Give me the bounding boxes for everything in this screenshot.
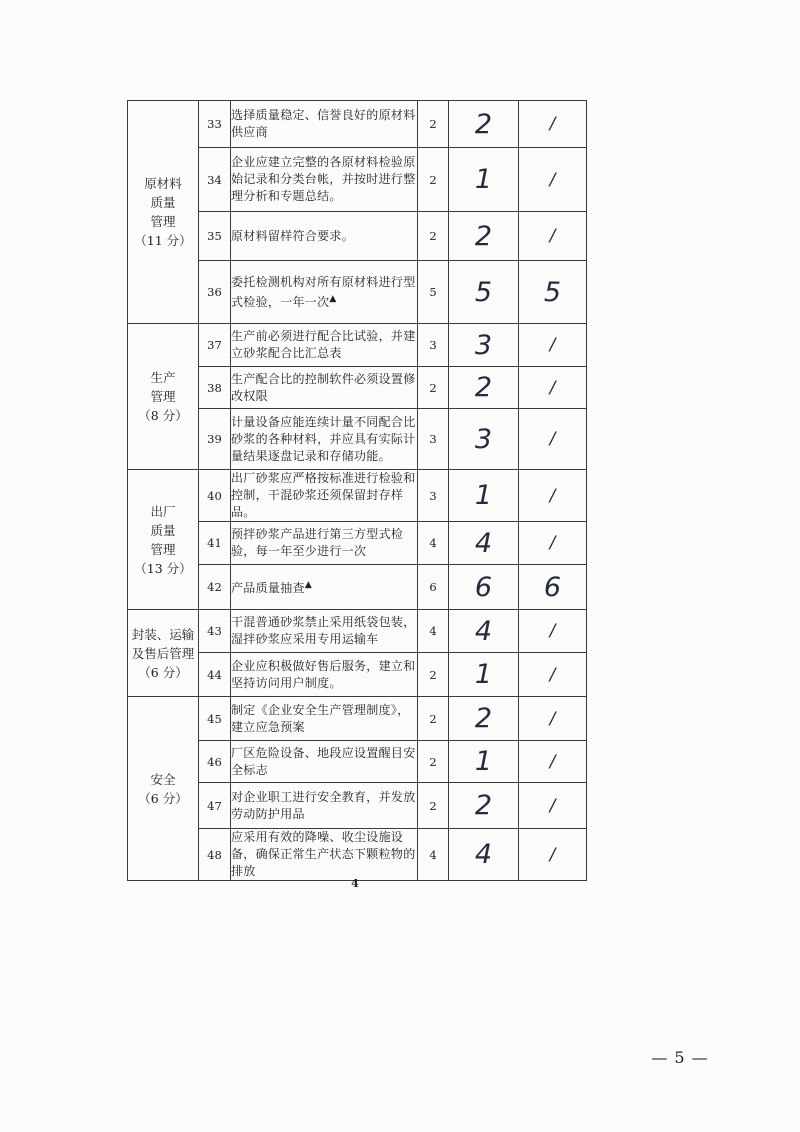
handwritten-score: 2 [449, 783, 519, 829]
item-text: 选择质量稳定、信誉良好的原材料供应商 [231, 101, 418, 148]
item-text: 产品质量抽查▲ [231, 565, 418, 610]
handwritten-mark: / [519, 783, 587, 829]
item-text: 企业应积极做好售后服务，建立和坚持访问用户制度。 [231, 653, 418, 697]
table-row [128, 610, 587, 653]
item-number: 46 [199, 741, 231, 783]
handwritten-score: 2 [449, 212, 519, 261]
item-text: 干混普通砂浆禁止采用纸袋包装，湿拌砂浆应采用专用运输车 [231, 610, 418, 653]
table-row [128, 697, 587, 741]
standard-score: 2 [418, 367, 449, 409]
standard-score: 3 [418, 409, 449, 470]
handwritten-mark: / [519, 470, 587, 522]
item-text: 企业应建立完整的各原材料检验原始记录和分类台帐，并按时进行整理分析和专题总结。 [231, 148, 418, 212]
category-materials: 原材料 质量 管理 （11 分） [128, 101, 199, 324]
page-number: — 5 — [651, 1048, 709, 1067]
item-text: 生产前必须进行配合比试验，并建立砂浆配合比汇总表 [231, 324, 418, 367]
item-text: 原材料留样符合要求。 [231, 212, 418, 261]
standard-score: 5 [418, 261, 449, 324]
item-number: 45 [199, 697, 231, 741]
handwritten-mark: / [519, 697, 587, 741]
standard-score: 2 [418, 653, 449, 697]
handwritten-score: 2 [449, 367, 519, 409]
standard-score: 2 [418, 101, 449, 148]
item-text: 生产配合比的控制软件必须设置修改权限 [231, 367, 418, 409]
item-number: 41 [199, 522, 231, 565]
item-text: 计量设备应能连续计量不同配合比砂浆的各种材料，并应具有实际计量结果逐盘记录和存储功能。 [231, 409, 418, 470]
item-number: 42 [199, 565, 231, 610]
item-number: 35 [199, 212, 231, 261]
handwritten-mark: 5 [519, 261, 587, 324]
inner-page-number: 4 [351, 877, 359, 890]
table-row [128, 470, 587, 522]
standard-score: 2 [418, 148, 449, 212]
item-text: 制定《企业安全生产管理制度》，建立应急预案 [231, 697, 418, 741]
handwritten-score: 1 [449, 653, 519, 697]
table-row [128, 324, 587, 367]
handwritten-mark: / [519, 610, 587, 653]
handwritten-score: 2 [449, 697, 519, 741]
handwritten-score: 3 [449, 324, 519, 367]
item-text: 对企业职工进行安全教育，并发放劳动防护用品 [231, 783, 418, 829]
category-safety: 安全 （6 分） [128, 697, 199, 881]
item-text: 委托检测机构对所有原材料进行型式检验，一年一次▲ [231, 261, 418, 324]
item-text: 出厂砂浆应严格按标准进行检验和控制，干混砂浆还须保留封存样品。 [231, 470, 418, 522]
item-number: 36 [199, 261, 231, 324]
standard-score: 4 [418, 522, 449, 565]
item-text: 厂区危险设备、地段应设置醒目安全标志 [231, 741, 418, 783]
handwritten-mark: / [519, 101, 587, 148]
handwritten-mark: / [519, 829, 587, 881]
handwritten-score: 4 [449, 829, 519, 881]
item-number: 38 [199, 367, 231, 409]
category-production: 生产 管理 （8 分） [128, 324, 199, 470]
item-number: 33 [199, 101, 231, 148]
handwritten-score: 4 [449, 522, 519, 565]
item-number: 39 [199, 409, 231, 470]
standard-score: 4 [418, 610, 449, 653]
handwritten-score: 1 [449, 470, 519, 522]
item-number: 47 [199, 783, 231, 829]
item-number: 40 [199, 470, 231, 522]
handwritten-mark: / [519, 212, 587, 261]
item-number: 44 [199, 653, 231, 697]
item-number: 43 [199, 610, 231, 653]
standard-score: 4 [418, 829, 449, 881]
handwritten-score: 3 [449, 409, 519, 470]
handwritten-score: 6 [449, 565, 519, 610]
scoring-table [127, 100, 587, 881]
handwritten-score: 4 [449, 610, 519, 653]
category-outgoing-quality: 出厂 质量 管理 （13 分） [128, 470, 199, 610]
handwritten-score: 1 [449, 741, 519, 783]
standard-score: 2 [418, 741, 449, 783]
handwritten-mark: / [519, 741, 587, 783]
item-number: 48 [199, 829, 231, 881]
item-text: 应采用有效的降噪、收尘设施设备，确保正常生产状态下颗粒物的排放 [231, 829, 418, 881]
handwritten-score: 1 [449, 148, 519, 212]
handwritten-mark: / [519, 409, 587, 470]
standard-score: 2 [418, 697, 449, 741]
handwritten-score: 2 [449, 101, 519, 148]
handwritten-mark: / [519, 148, 587, 212]
handwritten-mark: / [519, 653, 587, 697]
handwritten-score: 5 [449, 261, 519, 324]
key-item-marker: ▲ [329, 293, 337, 304]
standard-score: 3 [418, 470, 449, 522]
item-text: 预拌砂浆产品进行第三方型式检验，每一年至少进行一次 [231, 522, 418, 565]
standard-score: 2 [418, 783, 449, 829]
handwritten-mark: / [519, 367, 587, 409]
standard-score: 2 [418, 212, 449, 261]
handwritten-mark: / [519, 522, 587, 565]
key-item-marker: ▲ [304, 580, 313, 590]
item-number: 37 [199, 324, 231, 367]
table-row [128, 101, 587, 148]
category-packaging: 封装、运输 及售后管理 （6 分） [128, 610, 199, 697]
item-number: 34 [199, 148, 231, 212]
handwritten-mark: 6 [519, 565, 587, 610]
standard-score: 6 [418, 565, 449, 610]
standard-score: 3 [418, 324, 449, 367]
handwritten-mark: / [519, 324, 587, 367]
